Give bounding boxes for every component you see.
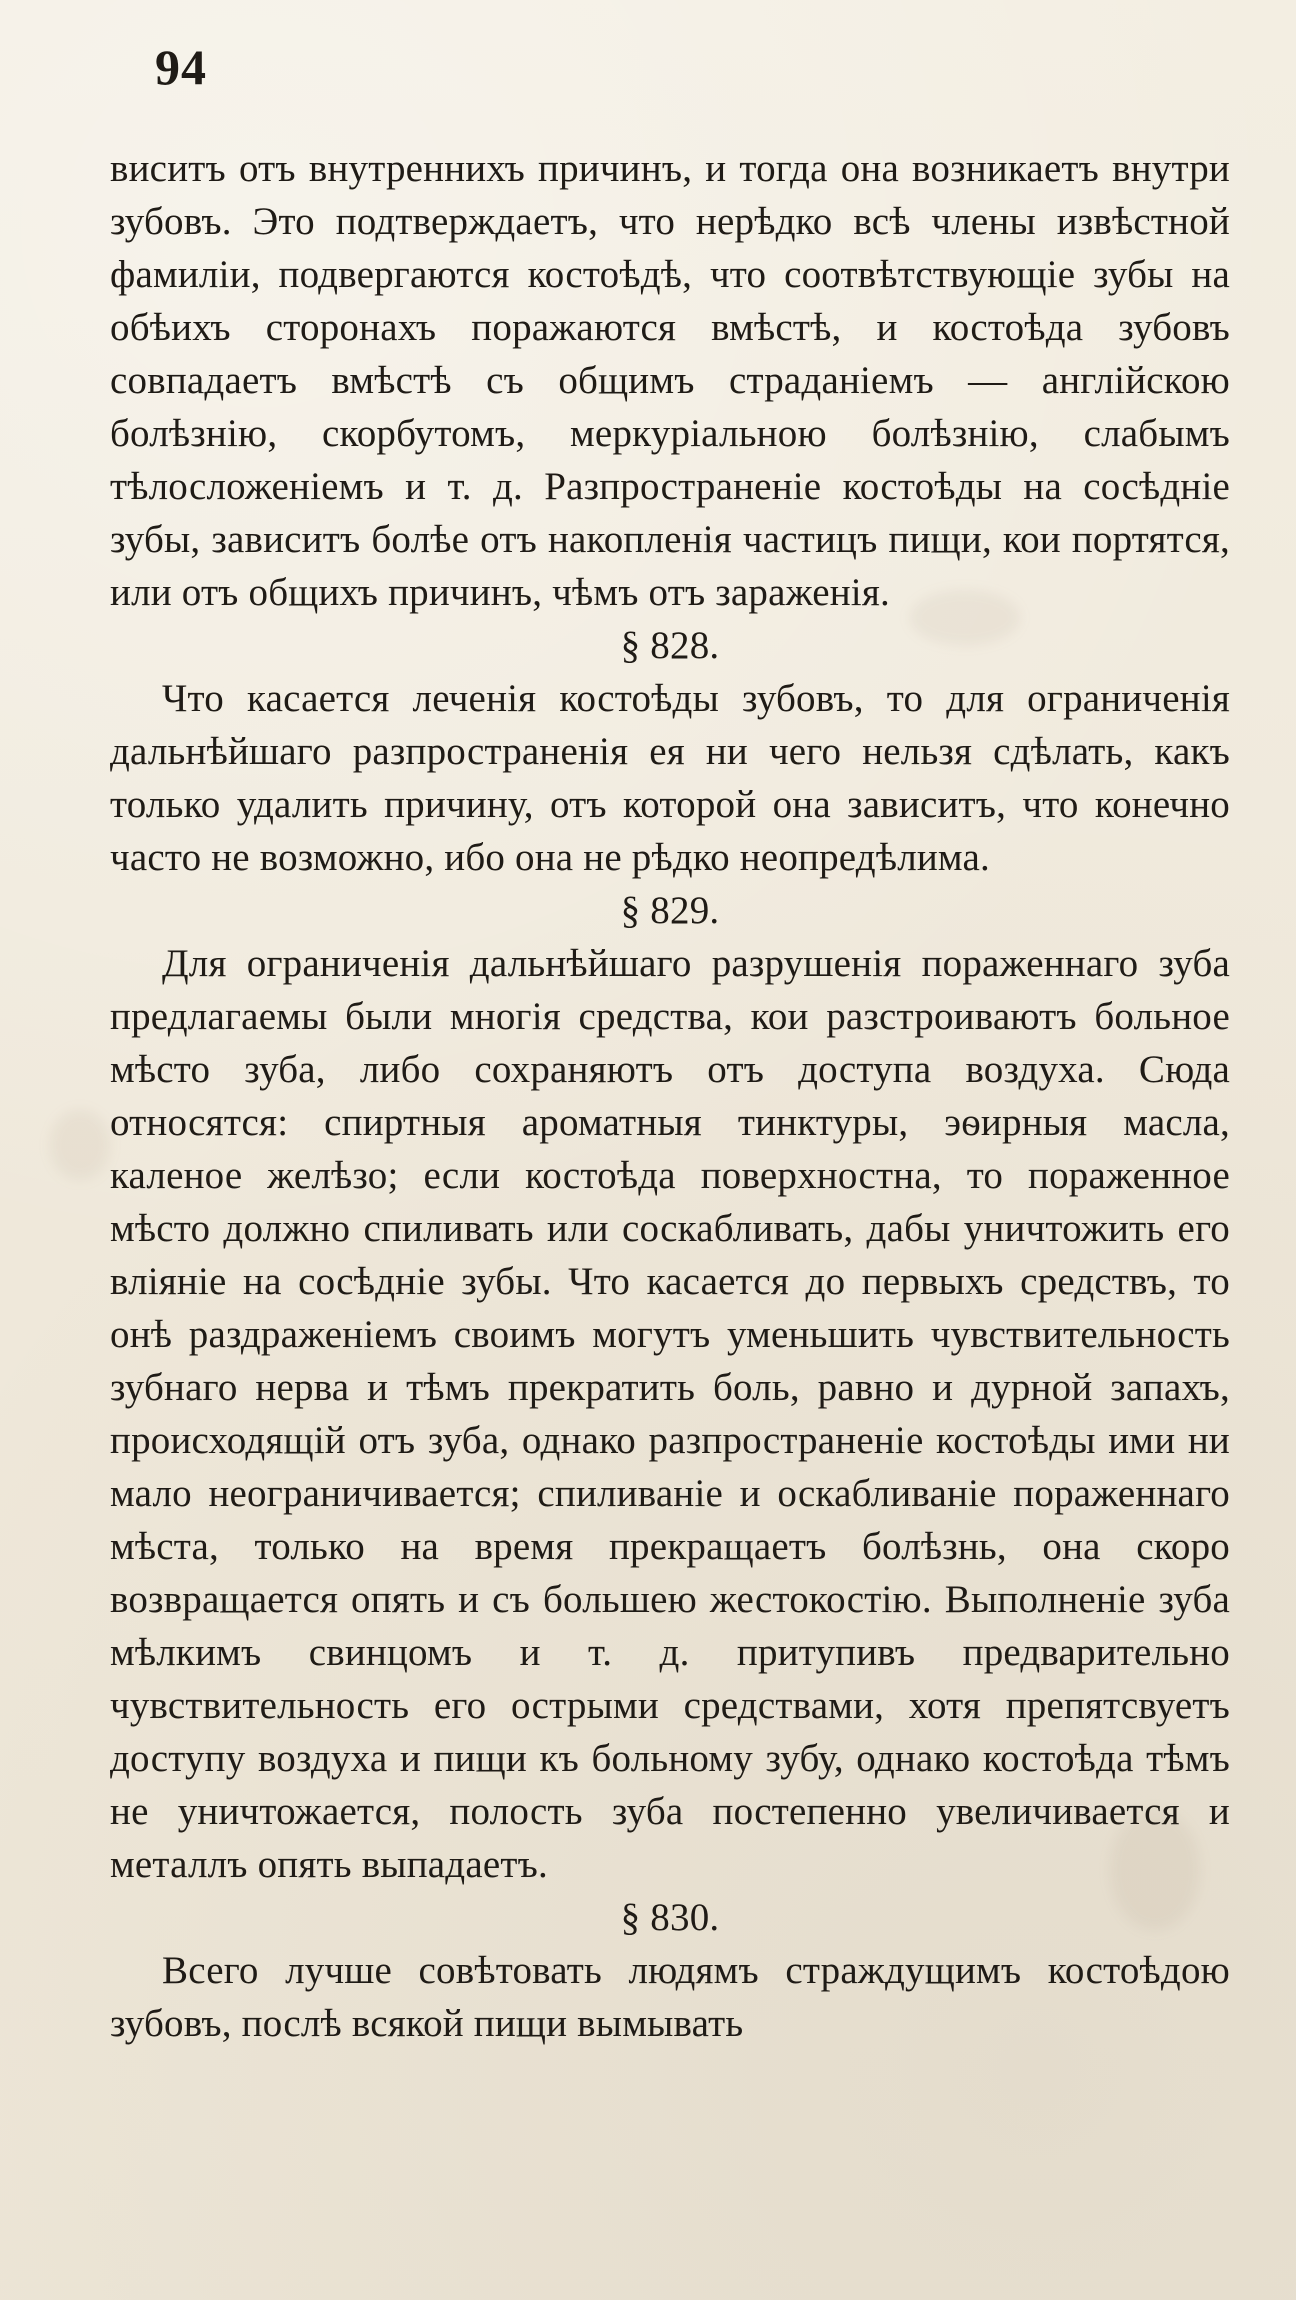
section-828-heading: § 828. — [620, 624, 720, 667]
section-829-heading: § 829. — [620, 889, 720, 932]
intro-paragraph: виситъ отъ внутреннихъ причинъ, и тогда она возникаетъ внутри зубовъ. Это подтверждаетъ, что нерѣдко всѣ члены извѣстной фамиліи, подвергаются костоѣдѣ, что соотвѣтствующіе зубы на обѣихъ сторонахъ поражаются вмѣстѣ, и костоѣда зубовъ совпадаетъ вмѣстѣ съ общимъ страданіемъ — англійскою болѣзнію, скорбутомъ, меркуріальною болѣзнію, слабымъ тѣлосложеніемъ и т. д. Разпространеніе костоѣды на сосѣдніе зубы, зависитъ болѣе отъ накопленія частицъ пищи, кои портятся, или отъ общихъ причинъ, чѣмъ отъ зараженія. — [110, 147, 1230, 614]
section-828-paragraph: Что касается леченія костоѣды зубовъ, то для ограниченія дальнѣйшаго разпространенія ея ни чего нельзя сдѣлать, какъ только удалить причину, отъ которой она зависитъ, что конечно часто не возможно, ибо она не рѣдко неопредѣлима. — [110, 677, 1230, 879]
section-829-paragraph: Для ограниченія дальнѣйшаго разрушенія пораженнаго зуба предлагаемы были многія средства, кои разстроиваютъ больное мѣсто зуба, либо сохраняютъ отъ доступа воздуха. Сюда относятся: спиртныя ароматныя тинктуры, эѳирныя масла, каленое желѣзо; если костоѣда поверхностна, то пораженное мѣсто должно спиливать или соскабливать, дабы уничтожить его вліяніе на сосѣдніе зубы. Что касается до первыхъ средствъ, то онѣ раздраженіемъ своимъ могутъ уменьшить чувствительность зубнаго нерва и тѣмъ прекратить боль, равно и дурной запахъ, происходящій отъ зуба, однако разпространеніе костоѣды ими ни мало неограничивается; спиливаніе и оскабливаніе пораженнаго мѣста, только на время прекращаетъ болѣзнь, она скоро возвращается опять и съ большею жестокостію. Выполненіе зуба мѣлкимъ свинцомъ и т. д. притупивъ предварительно чувствительность его острыми средствами, хотя препятсвуетъ доступу воздуха и пищи къ больному зубу, однако костоѣда тѣмъ не уничтожается, полость зуба постепенно увеличивается и металлъ опять выпадаетъ. — [110, 942, 1230, 1886]
page-number: 94 — [155, 39, 207, 95]
section-830-heading: § 830. — [620, 1896, 720, 1939]
section-830-paragraph: Всего лучше совѣтовать людямъ страждущимъ костоѣдою зубовъ, послѣ всякой пищи вымывать — [110, 1949, 1230, 2045]
paper-stain — [50, 1110, 110, 1180]
text-block — [110, 142, 1230, 2050]
